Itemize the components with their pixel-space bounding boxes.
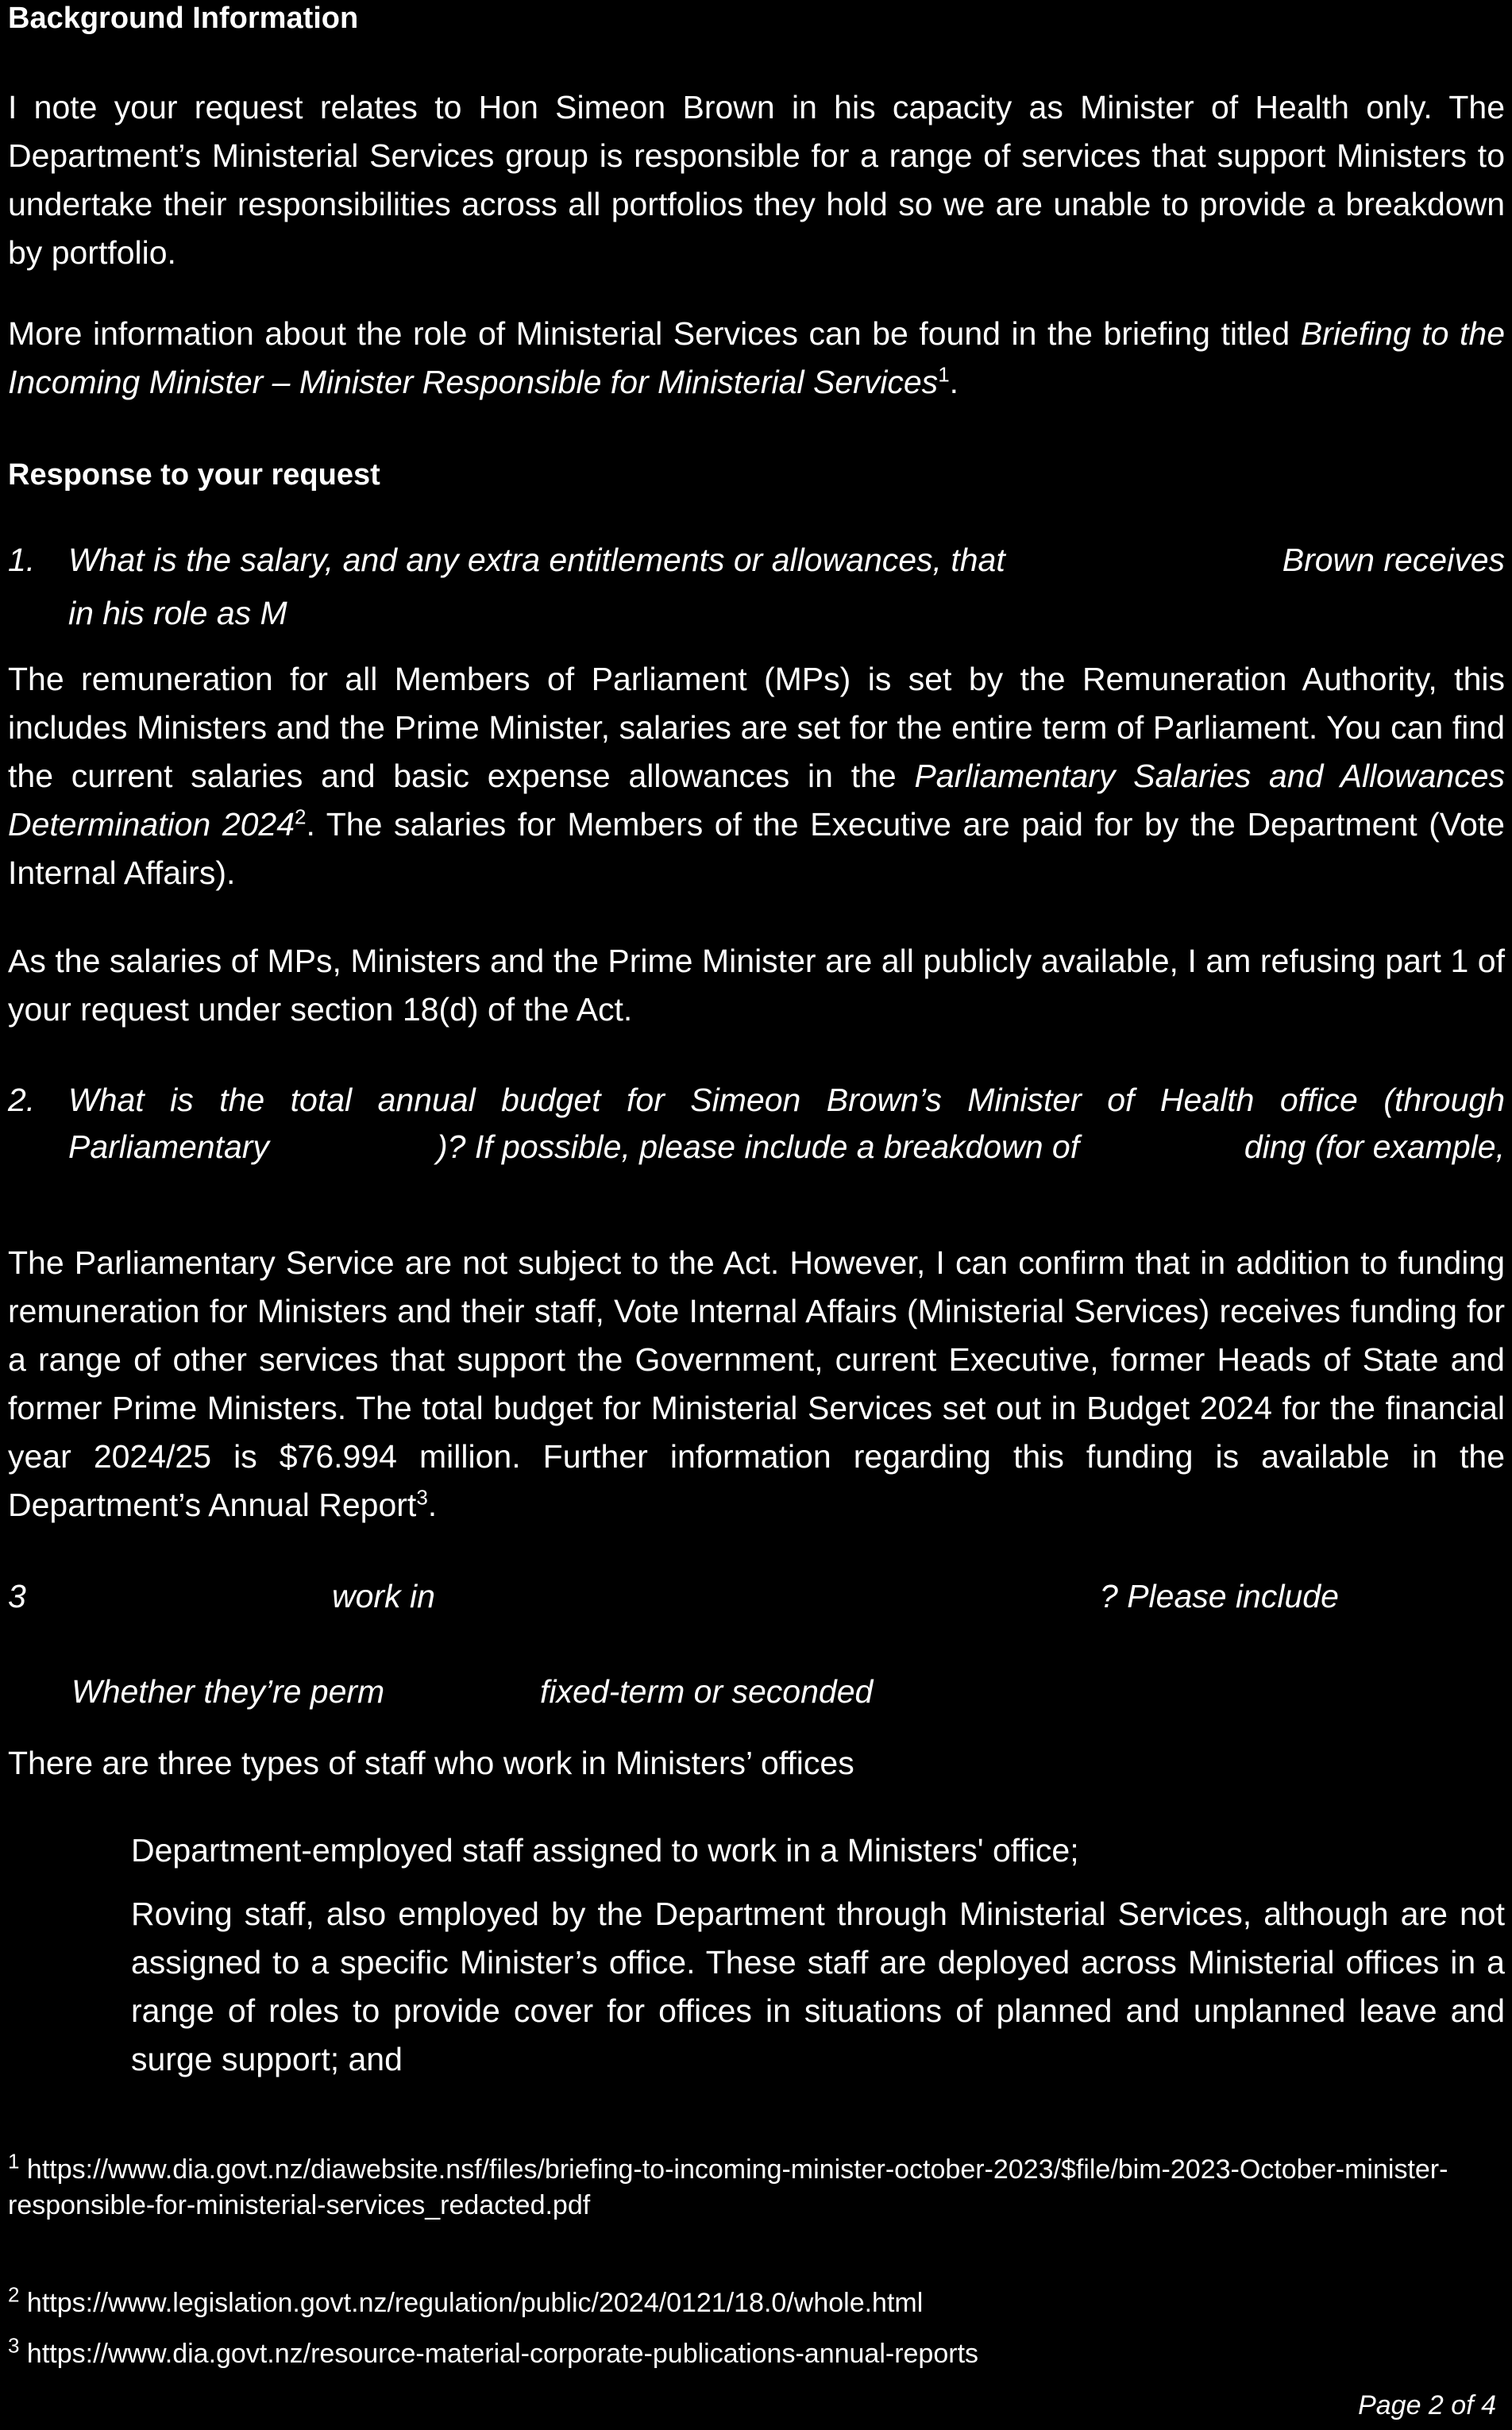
footnote-1 xyxy=(8,2149,1505,2224)
answer-1-text-end: . The salaries for Members of the Executive are paid for by the Department (Vote Internal Affairs). xyxy=(8,806,1505,891)
background-paragraph-2-text: More information about the role of Ministerial Services can be found in the briefing titled xyxy=(8,315,1301,352)
footnote-2-number: 2 xyxy=(8,2282,20,2307)
question-1-line-1: What is the salary, and any extra entitlements or allowances, that xyxy=(68,542,1005,578)
footnote-2 xyxy=(8,2282,1505,2321)
determination-title: Parliamentary Salaries and Allowances Determination 2024 xyxy=(8,758,1505,843)
question-3-line-1-end: ? Please include xyxy=(1100,1578,1339,1614)
question-3-number: 3 xyxy=(8,1578,26,1614)
question-2-line-2-end: ding (for example, xyxy=(1244,1128,1505,1165)
footnote-3-url: https://www.dia.govt.nz/resource-material-corporate-publications-annual-reports xyxy=(26,2339,979,2369)
background-paragraph-2 xyxy=(8,310,1505,407)
footnote-3 xyxy=(8,2333,1505,2372)
list-item-roving-staff: Roving staff, also employed by the Department through Ministerial Services, although are not assigned to a specific Minister’s office. These staff are deployed across Ministerial offices in a range of roles to provide cover for offices in situations of planned and unplanned leave and surge support; and xyxy=(131,1896,1505,2077)
footnote-2-url: https://www.legislation.govt.nz/regulation/public/2024/0121/18.0/whole.html xyxy=(26,2288,924,2318)
answer-1-paragraph-2: As the salaries of MPs, Ministers and the Prime Minister are all publicly available, I am refusing part 1 of your request under section 18(d) of the Act. xyxy=(8,943,1505,1028)
question-2-line-2-middle: )? If possible, please include a breakdown of xyxy=(437,1128,1080,1165)
background-paragraph-1: I note your request relates to Hon Simeon Brown in his capacity as Minister of Health only. The Department’s Ministerial Services group is responsible for a range of services that support Ministers to undertake their responsibilities across all portfolios they hold so we are unable to provide a breakdown by portfolio. xyxy=(8,89,1505,271)
answer-2-text-end: . xyxy=(427,1487,438,1523)
question-3-line-1-middle: work in xyxy=(332,1578,435,1614)
answer-2-text: The Parliamentary Service are not subject to the Act. However, I can confirm that in addition to funding remuneration for Ministers and their staff, Vote Internal Affairs (Ministerial Services) receives funding for a range of other services that support the Government, current Executive, former Heads of State and former Prime Ministers. The total budget for Ministerial Services set out in Budget 2024 for the financial year 2024/25 is $76.994 million. Further information regarding this funding is available in the Department’s Annual Report xyxy=(8,1244,1505,1523)
footnote-1-url: https://www.dia.govt.nz/diawebsite.nsf/files/briefing-to-incoming-minister-october-2023/$file/bim-2023-October-minister-responsible-for-ministerial-services_redacted.pdf xyxy=(8,2154,1448,2220)
question-2-line-1: What is the total annual budget for Simeon Brown’s Minister of Health office (through xyxy=(68,1082,1505,1118)
answer-3-intro: There are three types of staff who work in Ministers’ offices xyxy=(8,1745,854,1781)
question-1-number: 1. xyxy=(8,542,36,578)
question-1-line-1-end: Brown receives xyxy=(1282,542,1505,578)
briefing-title: Briefing to the Incoming Minister – Minister Responsible for Ministerial Services xyxy=(8,315,1505,400)
footnote-1-number: 1 xyxy=(8,2149,20,2174)
question-1-line-2: in his role as M xyxy=(68,595,287,631)
heading-response-to-request: Response to your request xyxy=(8,458,380,492)
page-number: Page 2 of 4 xyxy=(1358,2390,1496,2420)
question-2-line-2-start: Parliamentary xyxy=(68,1128,269,1165)
question-2-number: 2. xyxy=(8,1082,36,1118)
footnote-ref-3: 3 xyxy=(416,1485,428,1510)
answer-1-text: The remuneration for all Members of Parliament (MPs) is set by the Remuneration Authority, this includes Ministers and the Prime Minister, salaries are set for the entire term of Parliament. You can find the current salaries and basic expense allowances in the xyxy=(8,661,1505,794)
background-paragraph-2-end: . xyxy=(949,364,959,400)
answer-1-paragraph-1 xyxy=(8,655,1505,897)
question-3-line-2-end: fixed-term or seconded xyxy=(540,1673,874,1710)
footnote-ref-2: 2 xyxy=(295,804,307,829)
question-3-line-2-start: Whether they’re perm xyxy=(71,1673,385,1710)
heading-background-information: Background Information xyxy=(8,2,359,35)
footnote-ref-1: 1 xyxy=(938,362,950,387)
list-item-department-staff: Department-employed staff assigned to work in a Ministers' office; xyxy=(131,1832,1079,1869)
footnote-3-number: 3 xyxy=(8,2333,20,2358)
answer-2-paragraph xyxy=(8,1239,1505,1529)
